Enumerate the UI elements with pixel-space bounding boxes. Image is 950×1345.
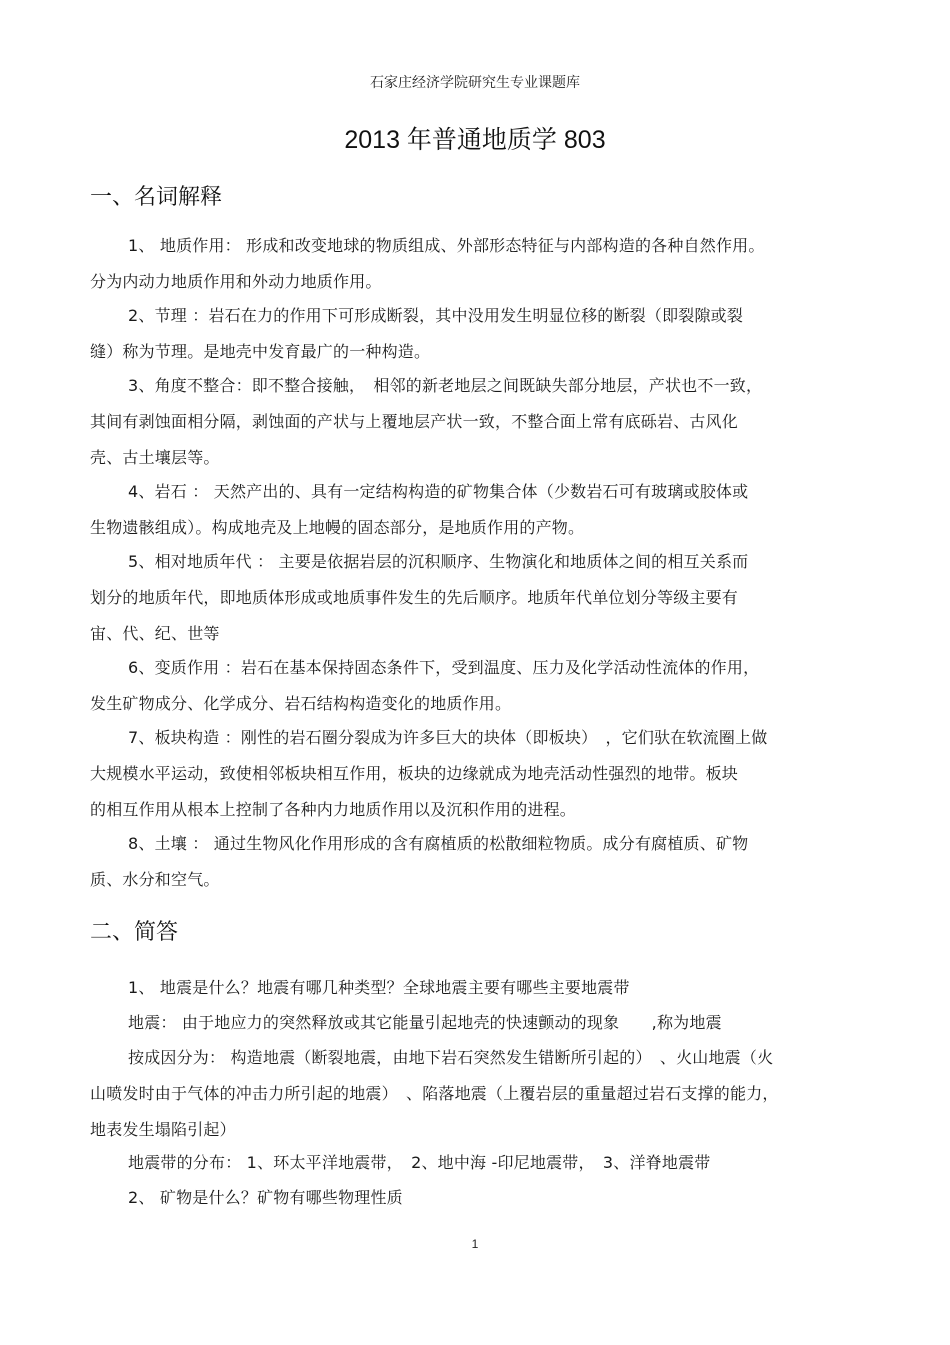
paragraph-line: 1、 地震是什么？地震有哪几种类型？全球地震主要有哪些主要地震带 — [128, 978, 630, 997]
term-paragraph — [90, 228, 870, 300]
section-heading-terms: 一、名词解释 — [90, 185, 223, 210]
paragraph-line: 生物遗骸组成）。构成地壳及上地幔的固态部分，是地质作用的产物。 — [90, 518, 585, 537]
term-paragraph — [90, 298, 870, 370]
paragraph-line: 发生矿物成分、化学成分、岩石结构构造变化的地质作用。 — [90, 694, 512, 713]
term-paragraph — [90, 650, 870, 722]
section-heading-short-answer: 二、简答 — [90, 920, 179, 945]
paragraph-line: 2、节理 ：岩石在力的作用下可形成断裂，其中没用发生明显位移的断裂（即裂隙或裂 — [128, 306, 744, 325]
paragraph-line: 分为内动力地质作用和外动力地质作用。 — [90, 272, 382, 291]
answer-paragraph — [90, 1040, 870, 1148]
term-paragraph — [90, 368, 870, 476]
question-paragraph — [90, 970, 870, 1006]
answer-paragraph — [90, 1145, 870, 1181]
paragraph-line: 8、土壤 ： 通过生物风化作用形成的含有腐植质的松散细粒物质。成分有腐植质、矿物 — [128, 834, 749, 853]
paragraph-line: 3、角度不整合：即不整合接触， 相邻的新老地层之间既缺失部分地层，产状也不一致， — [128, 376, 763, 395]
paragraph-line: 4、岩石 ： 天然产出的、具有一定结构构造的矿物集合体（少数岩石可有玻璃或胶体或 — [128, 482, 749, 501]
paragraph-line: 按成因分为： 构造地震（断裂地震，由地下岩石突然发生错断所引起的） 、火山地震（火 — [128, 1048, 774, 1067]
term-paragraph — [90, 826, 870, 898]
question-paragraph — [90, 1180, 870, 1216]
page-number: 1 — [471, 1237, 479, 1251]
paragraph-line: 地震带的分布： 1、环太平洋地震带， 2、地中海 -印尼地震带， 3、洋脊地震带 — [128, 1153, 711, 1172]
paragraph-line: 地表发生塌陷引起） — [90, 1120, 236, 1139]
paragraph-line: 2、 矿物是什么？矿物有哪些物理性质 — [128, 1188, 403, 1207]
paragraph-line: 的相互作用从根本上控制了各种内力地质作用以及沉积作用的进程。 — [90, 800, 577, 819]
paragraph-line: 6、变质作用 ：岩石在基本保持固态条件下，受到温度、压力及化学活动性流体的作用， — [128, 658, 760, 677]
paragraph-line: 7、板块构造 ：刚性的岩石圈分裂成为许多巨大的块体（即板块） ，它们驮在软流圈上做 — [128, 728, 768, 747]
term-paragraph — [90, 544, 870, 652]
paragraph-line: 划分的地质年代，即地质体形成或地质事件发生的先后顺序。地质年代单位划分等级主要有 — [90, 588, 739, 607]
paragraph-line: 大规模水平运动，致使相邻板块相互作用，板块的边缘就成为地壳活动性强烈的地带。板块 — [90, 764, 739, 783]
paragraph-line: 宙、代、纪、世等 — [90, 624, 220, 643]
paragraph-line: 缝）称为节理。是地壳中发育最广的一种构造。 — [90, 342, 431, 361]
paragraph-line: 其间有剥蚀面相分隔，剥蚀面的产状与上覆地层产状一致，不整合面上常有底砾岩、古风化 — [90, 412, 739, 431]
page-header: 石家庄经济学院研究生专业课题库 — [370, 75, 580, 91]
paragraph-line: 质、水分和空气。 — [90, 870, 220, 889]
answer-paragraph — [90, 1005, 870, 1041]
document-title: 2013 年普通地质学 803 — [344, 126, 606, 154]
term-paragraph — [90, 474, 870, 546]
paragraph-line: 5、相对地质年代 ： 主要是依据岩层的沉积顺序、生物演化和地质体之间的相互关系而 — [128, 552, 749, 571]
paragraph-line: 山喷发时由于气体的冲击力所引起的地震） 、陷落地震（上覆岩层的重量超过岩石支撑的能力， — [90, 1084, 779, 1103]
paragraph-line: 1、 地质作用： 形成和改变地球的物质组成、外部形态特征与内部构造的各种自然作用。 — [128, 236, 765, 255]
paragraph-line: 壳、古土壤层等。 — [90, 448, 220, 467]
term-paragraph — [90, 720, 870, 828]
paragraph-line: 地震： 由于地应力的突然释放或其它能量引起地壳的快速颤动的现象 ,称为地震 — [128, 1013, 722, 1032]
